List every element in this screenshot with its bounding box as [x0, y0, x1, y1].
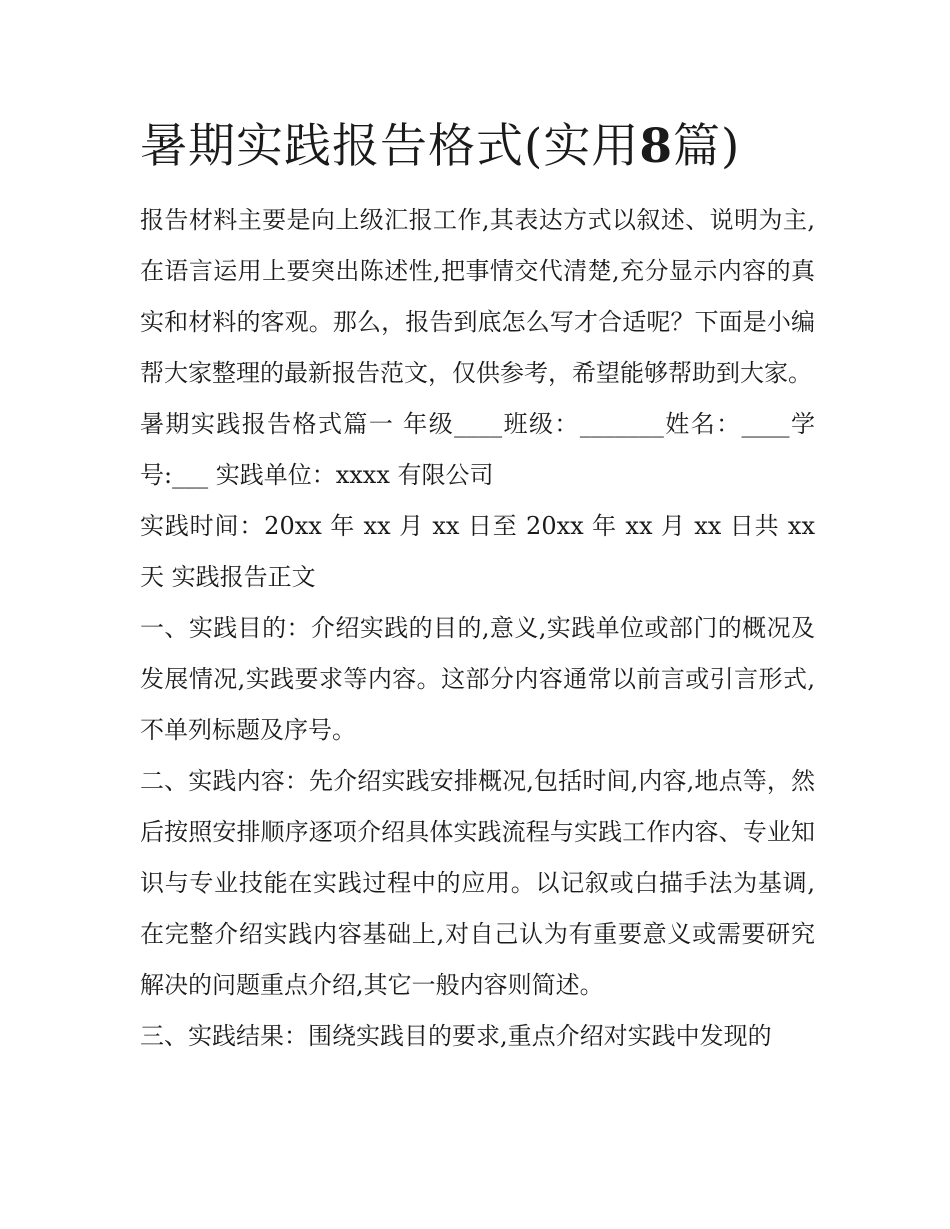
title-suffix: 篇) — [673, 119, 741, 174]
document-body — [140, 195, 815, 1062]
paragraph-info-fields: 暑期实践报告格式篇一 年级____班级：_______姓名：____学号:___ 实践单位：xxxx 有限公司 — [140, 410, 815, 489]
paragraph-practice-time: 实践时间：20xx 年 xx 月 xx 日至 20xx 年 xx 月 xx 日共 xx 天 实践报告正文 — [140, 512, 815, 591]
paragraph-section-content: 二、实践内容：先介绍实践安排概况,包括时间,内容,地点等，然后按照安排顺序逐项介绍具体实践流程与实践工作内容、专业知识与专业技能在实践过程中的应用。以记叙或白描手法为基调,在完整介绍实践内容基础上,对自己认为有重要意义或需要研究解决的问题重点介绍,其它一般内容则简述。 — [140, 767, 815, 999]
title-number: 8 — [639, 119, 674, 174]
paragraph-section-result: 三、实践结果：围绕实践目的要求,重点介绍对实践中发现的 — [140, 1022, 772, 1050]
paragraph-intro: 报告材料主要是向上级汇报工作,其表达方式以叙述、说明为主,在语言运用上要突出陈述性,把事情交代清楚,充分显示内容的真实和材料的客观。那么，报告到底怎么写才合适呢？下面是小编帮大家整理的最新报告范文，仅供参考，希望能够帮助到大家。 — [140, 206, 815, 387]
document-title — [140, 116, 840, 178]
paragraph-section-purpose: 一、实践目的：介绍实践的目的,意义,实践单位或部门的概况及发展情况,实践要求等内容。这部分内容通常以前言或引言形式,不单列标题及序号。 — [140, 614, 815, 744]
title-prefix: 暑期实践报告格式(实用 — [140, 119, 640, 174]
